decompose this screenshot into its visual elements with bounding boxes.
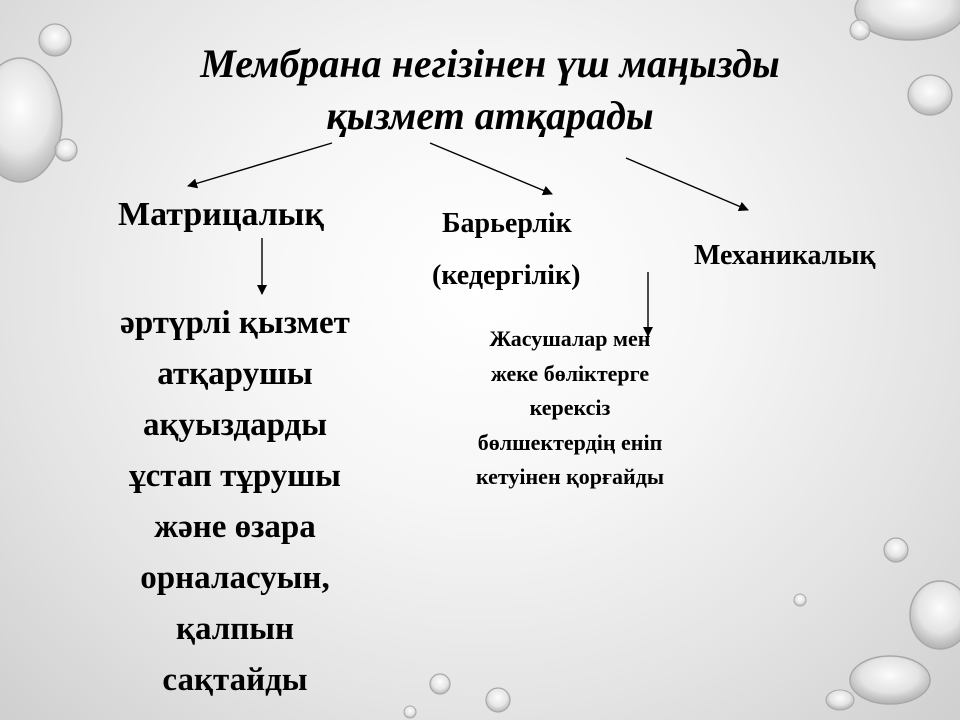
barrier-description [420, 322, 720, 495]
barrier-desc-line: кетуінен қорғайды [475, 464, 665, 489]
matrix-function-label: Матрицалық [118, 196, 324, 233]
matrix-desc-line: ақуыздарды [142, 407, 327, 443]
arrow-to-mechanical [626, 158, 748, 210]
barrier-desc-line: Жасушалар мен [489, 326, 651, 351]
title-line-2: қызмет атқарады [326, 93, 654, 138]
matrix-desc-line: және өзара [154, 509, 316, 545]
matrix-desc-line: әртүрлі қызмет [120, 305, 350, 341]
matrix-description [60, 298, 410, 706]
matrix-desc-line: қалпын [175, 611, 295, 647]
arrow-to-matrix [188, 143, 332, 186]
matrix-desc-line: ұстап тұрушы [129, 458, 341, 494]
matrix-desc-line: сақтайды [162, 662, 308, 698]
barrier-desc-line: бөлшектердің еніп [477, 429, 663, 455]
barrier-function-label: Барьерлік [442, 208, 572, 239]
barrier-function-sublabel: (кедергілік) [432, 260, 581, 291]
title-line-1: Мембрана негізінен үш маңызды [200, 41, 780, 86]
matrix-desc-line: атқарушы [157, 356, 313, 392]
arrow-to-barrier [430, 143, 552, 194]
barrier-desc-line: жеке бөліктерге [490, 360, 650, 386]
mechanical-function-label: Механикалық [694, 240, 876, 271]
matrix-desc-line: орналасуын, [140, 560, 330, 596]
barrier-desc-line: керексіз [529, 395, 611, 420]
